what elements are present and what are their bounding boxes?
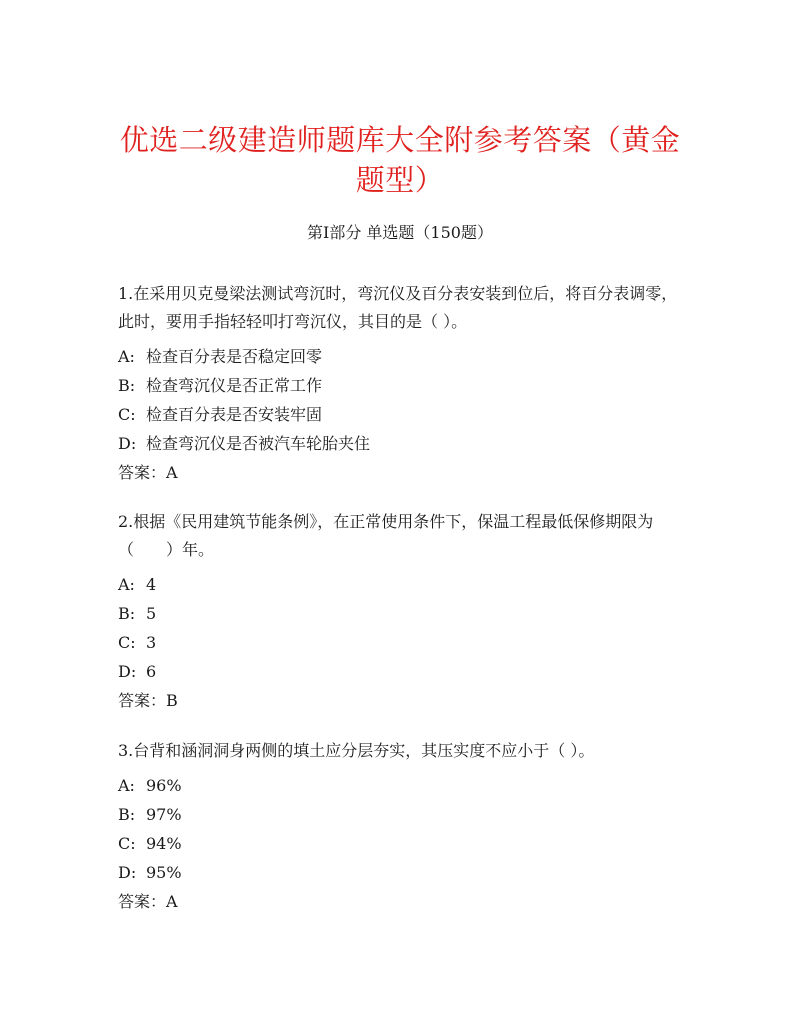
option-c — [118, 829, 688, 858]
question-2 — [118, 508, 688, 715]
question-1 — [118, 280, 688, 487]
question-3 — [118, 737, 688, 916]
option-label: C: — [118, 405, 136, 424]
option-label: C: — [118, 633, 136, 652]
option-label: C: — [118, 834, 136, 853]
option-text: 检查百分表是否安装牢固 — [146, 405, 323, 424]
option-b — [118, 599, 688, 628]
section-heading: 第I部分 单选题（150题） — [307, 223, 493, 242]
option-text: 3 — [146, 633, 157, 652]
option-label: A: — [118, 575, 135, 594]
option-text: 6 — [146, 662, 157, 681]
question-stem: 1.在采用贝克曼梁法测试弯沉时，弯沉仪及百分表安装到位后，将百分表调零，此时，要用手指轻轻叩打弯沉仪，其目的是（ ）。 — [118, 284, 678, 331]
answer: 答案：A — [118, 463, 178, 482]
option-label: D: — [118, 863, 137, 882]
option-text: 检查弯沉仪是否正常工作 — [146, 376, 323, 395]
option-text: 96% — [146, 776, 182, 795]
option-d — [118, 858, 688, 887]
document-title: 优选二级建造师题库大全附参考答案（黄金题型） — [119, 123, 681, 197]
option-text: 97% — [146, 805, 182, 824]
option-text: 检查百分表是否稳定回零 — [146, 347, 323, 366]
option-label: A: — [118, 776, 135, 795]
option-text: 94% — [146, 834, 182, 853]
option-a — [118, 570, 688, 599]
option-text: 95% — [146, 863, 182, 882]
option-label: B: — [118, 805, 136, 824]
option-c — [118, 400, 688, 429]
option-label: A: — [118, 347, 135, 366]
option-label: D: — [118, 434, 137, 453]
option-text: 检查弯沉仪是否被汽车轮胎夹住 — [146, 434, 371, 453]
option-a — [118, 342, 688, 371]
answer: 答案：A — [118, 892, 178, 911]
option-b — [118, 371, 688, 400]
option-label: D: — [118, 662, 137, 681]
option-d — [118, 657, 688, 686]
option-label: B: — [118, 376, 136, 395]
answer: 答案：B — [118, 691, 178, 710]
question-stem: 2.根据《民用建筑节能条例》，在正常使用条件下，保温工程最低保修期限为（ ）年。 — [118, 512, 654, 559]
option-c — [118, 628, 688, 657]
option-d — [118, 429, 688, 458]
option-b — [118, 800, 688, 829]
option-text: 5 — [146, 604, 157, 623]
question-stem: 3.台背和涵洞洞身两侧的填土应分层夯实，其压实度不应小于（ ）。 — [118, 741, 595, 760]
option-label: B: — [118, 604, 136, 623]
option-text: 4 — [146, 575, 157, 594]
option-a — [118, 771, 688, 800]
